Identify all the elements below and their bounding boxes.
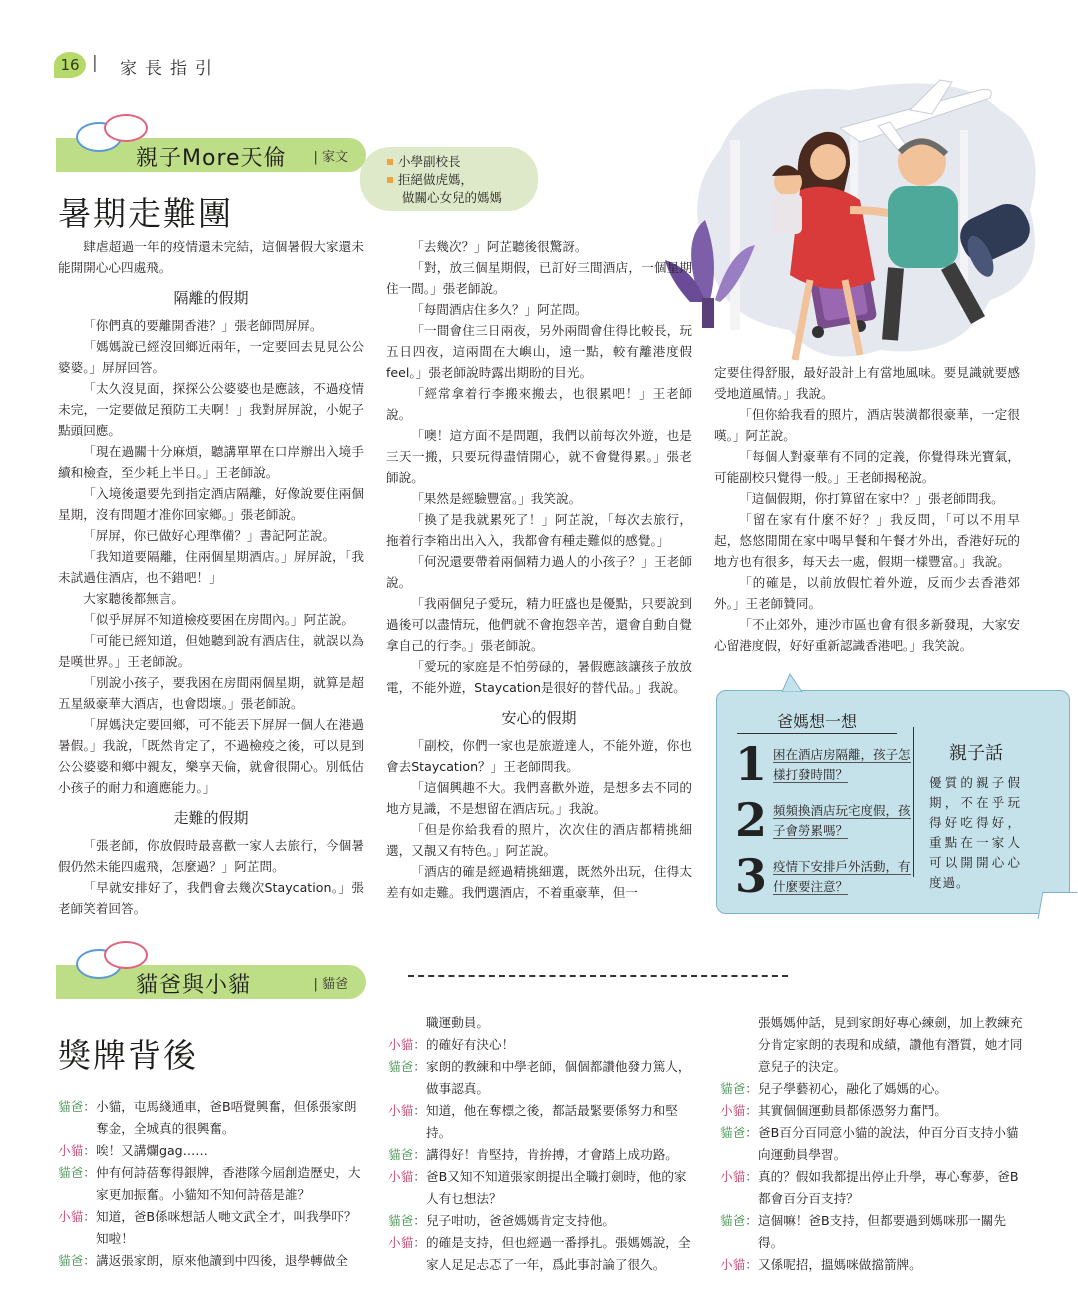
section-title: 家長指引 [120, 59, 220, 79]
paragraph: 「媽媽說已經沒回鄉近兩年，一定要回去見見公公婆婆。」屏屏回答。 [58, 339, 364, 375]
dialogue-line: 小貓 ： 又係呢招，搵媽咪做擋箭牌。 [720, 1254, 1026, 1276]
speaker: 小貓 ： [720, 1254, 758, 1276]
speaker: 貓爸 ： [58, 1162, 96, 1184]
paragraph: 「經常拿着行李搬來搬去，也很累吧！」王老師說。 [386, 386, 692, 422]
dialogue-line: 小貓 ： 的確好有決心！ [388, 1034, 694, 1056]
paragraph: 「但是你給我看的照片，次次住的酒店都精挑細選，又靚又有特色。」阿芷說。 [386, 822, 692, 858]
speaker: 小貓 ： [388, 1232, 426, 1254]
speaker: 貓爸 ： [58, 1096, 96, 1118]
speaker: 小貓 ： [720, 1166, 758, 1188]
paragraph: 「這個假期，你打算留在家中？」張老師問我。 [739, 491, 1004, 506]
dialogue-line: 貓爸 ： 這個嘛！爸B支持，但都要過到媽咪那一關先得。 [720, 1210, 1026, 1254]
kinwa-title: 親子話 [949, 743, 1003, 764]
paragraph: 「這個興趣不大。我們喜歡外遊，是想多去不同的地方見識，不是想留在酒店玩。」我說。 [386, 780, 692, 816]
dialogue-line: 貓爸 ： 兒子咁叻，爸爸媽媽肯定支持他。 [388, 1210, 694, 1232]
question-number: 1 [735, 737, 768, 791]
paragraph: 「我知道要隔離，住兩個星期酒店。」屏屏說，「我未試過住酒店，也不錯吧！」 [58, 549, 364, 585]
paragraph: 「屏屏，你已做好心理準備？」書記阿芷說。 [83, 528, 336, 543]
title-underline [737, 733, 897, 734]
speaker: 貓爸 ： [388, 1144, 426, 1166]
parents-think-box [716, 690, 1070, 914]
paragraph: 「屏媽決定要回鄉，可不能丟下屏屏一個人在港過暑假。」我說，「既然肯定了，不過檢疫之後，可以見到公公婆婆和鄉中親友，樂享天倫，就會很開心。別低估小孩子的耐力和適應能力。」 [58, 717, 364, 795]
subheading: 安心的假期 [501, 709, 577, 727]
question-text: 疫情下安排戶外活動，有什麼要注意？ [773, 859, 911, 894]
think-box-title: 爸媽想一想 [777, 712, 858, 731]
speaker: 小貓 ： [58, 1140, 96, 1162]
paragraph: 大家聽後都無言。 [83, 591, 184, 606]
question-text: 困在酒店房隔離，孩子怎樣打發時間？ [773, 747, 911, 782]
article1-col2 [386, 236, 692, 903]
paragraph: 「換了是我就累死了！」阿芷說，「每次去旅行，拖着行李箱出出入入，我都會有種走難似的感覺。」 [386, 512, 692, 548]
paragraph: 「入境後還要先到指定酒店隔離，好像說要住兩個星期，沒有問題才准你回家鄉。」張老師說。 [58, 486, 364, 522]
kinwa-text: 優質的親子假期，不在乎玩得好吃得好，重點在一家人可以開開心心度過。 [929, 775, 1021, 890]
speaker: 小貓 ： [388, 1034, 426, 1056]
paragraph: 「一間會住三日兩夜，另外兩間會住得比較長，玩五日四夜，這兩間在大嶼山，遠一點，較有離港度假feel。」張老師說時露出期盼的目光。 [386, 323, 692, 380]
dialogue-line: 貓爸 ： 講返張家朗，原來他讀到中四後，退學轉做全 [58, 1250, 364, 1272]
page-number: 16 [54, 52, 86, 78]
dialogue-line: 小貓 ： 其實個個運動員都係憑努力奮鬥。 [720, 1100, 1026, 1122]
dialogue-line: 貓爸 ： 講得好！肯堅持，肯拚搏，才會踏上成功路。 [388, 1144, 694, 1166]
paragraph: 「每間酒店住多久？」阿芷問。 [411, 302, 588, 317]
author-tag: 小學副校長 [398, 153, 538, 171]
dialogue-line: 小貓 ： 知道，他在奪標之後，都話最緊要係努力和堅持。 [388, 1100, 694, 1144]
dialogue-line: 貓爸 ： 小貓，屯馬綫通車，爸B唔覺興奮，但係張家朗奪金，全城真的很興奮。 [58, 1096, 364, 1140]
paragraph: 「但你給我看的照片，酒店裝潢都很豪華，一定很嘆。」阿芷說。 [714, 407, 1020, 443]
dialogue-line: 小貓 ： 真的？假如我都提出停止升學，專心奪夢，爸B都會百分百支持？ [720, 1166, 1026, 1210]
speech-bubble-pink-icon [104, 114, 148, 142]
divider [913, 727, 914, 877]
speaker: 貓爸 ： [58, 1250, 96, 1272]
speaker: 貓爸 ： [388, 1056, 426, 1078]
speaker: 貓爸 ： [720, 1078, 758, 1100]
paragraph: 「對，放三個星期假，已訂好三間酒店，一個星期住一間。」張老師說。 [386, 260, 692, 296]
question-text: 頻頻換酒店玩宅度假，孩子會勞累嗎？ [773, 803, 911, 838]
paragraph: 「不止郊外，連沙市區也會有很多新發現，大家安心留港度假，好好重新認識香港吧。」我笑說。 [714, 617, 1020, 653]
paragraph: 「似乎屏屏不知道檢疫要困在房間內。」阿芷說。 [83, 612, 354, 627]
headline-2: 獎牌背後 [58, 1036, 198, 1075]
dialogue-line: 小貓 ： 唉！又講爛gag…… [58, 1140, 364, 1162]
paragraph: 「的確是，以前放假忙着外遊，反而少去香港郊外。」王老師贊同。 [714, 575, 1020, 611]
paragraph: 「每個人對豪華有不同的定義，你覺得珠光寶氣，可能副校只覺得一般。」王老師揭秘說。 [714, 449, 1020, 485]
dialogue-line: 貓爸 ： 家朗的教練和中學老師，個個都讚他發力篤人，做事認真。 [388, 1056, 694, 1100]
column-title: 貓爸與小貓 [136, 973, 252, 998]
speech-tail-icon [780, 672, 806, 692]
paragraph: 「噢！這方面不是問題，我們以前每次外遊，也是三天一搬，只要玩得盡情開心，就不會覺得累。」張老師說。 [386, 428, 692, 485]
speech-bubble-pink-icon [104, 941, 148, 969]
paragraph: 「別說小孩子，要我困在房間兩個星期，就算是超五星級豪華大酒店，也會悶壞。」張老師說。 [58, 675, 364, 711]
speaker: 貓爸 ： [720, 1122, 758, 1144]
page-curl-icon [1038, 892, 1078, 919]
dialogue-line: 小貓 ： 的確是支持，但也經過一番掙扎。張媽媽說，全家人足足忐忑了一年，爲此事討論了很久。 [388, 1232, 694, 1276]
subheading: 走難的假期 [173, 809, 249, 827]
speaker: 小貓 ： [58, 1206, 96, 1228]
speaker: 小貓 ： [720, 1100, 758, 1122]
paragraph: 「去幾次？」阿芷聽後很驚訝。 [411, 239, 588, 254]
dialogue-line: 貓爸 ： 兒子學藝初心，融化了媽媽的心。 [720, 1078, 1026, 1100]
dialogue-line: 小貓 ： 知道，爸B係咪想話人哋文武全才，叫我學吓？知啦！ [58, 1206, 364, 1250]
author-tags [360, 147, 538, 211]
column-author: | 家文 [313, 150, 348, 165]
paragraph: 定要住得舒服，最好設計上有當地風味。要見識就要感受地道風情。」我說。 [714, 365, 1020, 401]
dialogue-line: 貓爸 ： 爸B百分百同意小貓的說法，仲百分百支持小貓向運動員學習。 [720, 1122, 1026, 1166]
paragraph: 「太久沒見面，探探公公婆婆也是應該，不過疫情未完，一定要做足預防工夫啊！」我對屏屏說，小妮子點頭回應。 [58, 381, 364, 438]
speaker: 貓爸 ： [720, 1210, 758, 1232]
dialogue-line: 職運動員。 [426, 1015, 489, 1030]
paragraph: 「酒店的確是經過精挑細選，既然外出玩，住得太差有如走難。我們選酒店，不着重豪華，但一 [386, 864, 692, 900]
speaker: 小貓 ： [388, 1166, 426, 1188]
article2-col1 [58, 1096, 364, 1272]
subheading: 隔離的假期 [173, 289, 249, 307]
author-tag: 拒絕做虎媽， [398, 171, 538, 189]
paragraph: 「張老師，你放假時最喜歡一家人去旅行，今個暑假仍然未能四處飛，怎麼過？」阿芷問。 [58, 838, 364, 874]
dialogue-line: 貓爸 ： 仲有何詩蓓奪得銀牌，香港隊今屆創造歷史，大家更加振奮。小貓知不知何詩蓓是誰？ [58, 1162, 364, 1206]
question-number: 2 [735, 793, 768, 847]
paragraph: 「果然是經驗豐富。」我笑說。 [411, 491, 582, 506]
question-number: 3 [735, 849, 768, 903]
speaker: 貓爸 ： [388, 1210, 426, 1232]
paragraph: 「留在家有什麼不好？」我反問，「可以不用早起，悠悠閒閒在家中喝早餐和午餐才外出，香港好玩的地方也有很多，每天去一處，假期一樣豐富。」我說。 [714, 512, 1020, 569]
paragraph: 「你們真的要離開香港？」張老師問屏屏。 [83, 318, 323, 333]
paragraph: 「早就安排好了，我們會去幾次Staycation。」張老師笑着回答。 [58, 880, 364, 916]
paragraph: 「現在過關十分麻煩，聽講單單在口岸辦出入境手續和檢查，至少耗上半日。」王老師說。 [58, 444, 364, 480]
paragraph: 肆虐超過一年的疫情還未完結，這個暑假大家還未能開開心心四處飛。 [58, 239, 364, 275]
article2-col3 [720, 1012, 1026, 1276]
paragraph: 「副校，你們一家也是旅遊達人，不能外遊，你也會去Staycation？」王老師問我。 [386, 738, 692, 774]
article1-col1 [58, 236, 364, 919]
article1-col3 [714, 362, 1020, 656]
article2-col2 [388, 1012, 694, 1276]
dashed-divider [408, 975, 788, 977]
paragraph: 「愛玩的家庭是不怕勞碌的，暑假應該讓孩子放放電，不能外遊，Staycation是很好的替代品。」我說。 [386, 659, 692, 695]
headline-1: 暑期走難團 [58, 194, 233, 233]
author-tag: 做關心女兒的媽媽 [402, 190, 503, 205]
column-author: | 貓爸 [313, 977, 348, 992]
paragraph: 「何況還要帶着兩個精力過人的小孩子？」王老師說。 [386, 554, 692, 590]
dialogue-line: 小貓 ： 爸B又知不知道張家朗提出全職打劍時，他的家人有乜想法？ [388, 1166, 694, 1210]
column-title: 親子More天倫 [136, 146, 287, 171]
paragraph: 「可能已經知道，但她聽到說有酒店住，就誤以為是嘆世界。」王老師說。 [58, 633, 364, 669]
dialogue-line: 張媽媽仲話，見到家朗好專心練劍，加上教練充分肯定家朗的表現和成績，讚他有潛質，她才同意兒子的決定。 [758, 1015, 1023, 1074]
speaker: 小貓 ： [388, 1100, 426, 1122]
header-separator: | [92, 53, 98, 73]
paragraph: 「我兩個兒子愛玩，精力旺盛也是優點，只要說到過後可以盡情玩，他們就不會抱怨辛苦，還會自動自覺拿自己的行李。」張老師說。 [386, 596, 692, 653]
travel-family-illustration [660, 70, 1050, 370]
